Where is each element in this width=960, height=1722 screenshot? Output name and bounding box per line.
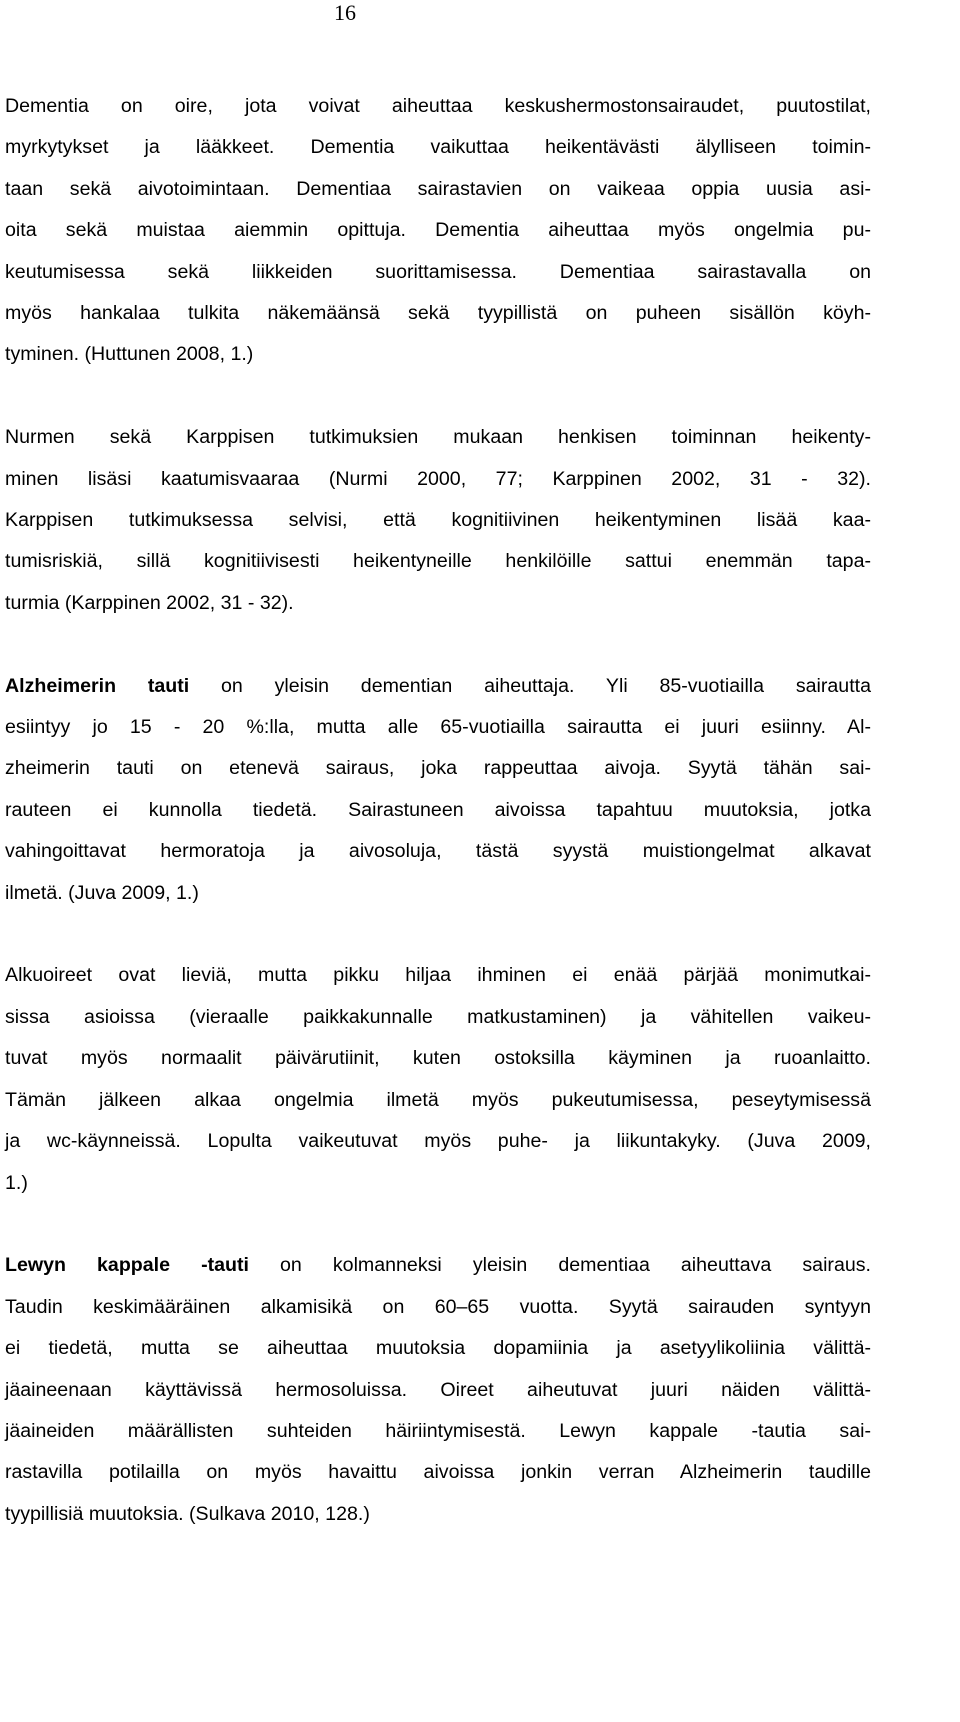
paragraph-dementia-definition: [5, 86, 871, 376]
text-line: Tämän jälkeen alkaa ongelmia ilmetä myös pukeutumisessa, peseytymisessä: [5, 1088, 871, 1111]
text-line: myös hankalaa tulkita näkemäänsä sekä tyypillistä on puheen sisällön köyh-: [5, 302, 871, 325]
text-line: ja wc-käynneissä. Lopulta vaikeutuvat myös puhe- ja liikuntakyky. (Juva 2009,: [5, 1130, 871, 1153]
paragraph-alzheimer: [5, 666, 871, 914]
text-line: tuvat myös normaalit päivärutiinit, kuten ostoksilla käyminen ja ruoanlaitto.: [5, 1047, 871, 1070]
text-line: rastavilla potilailla on myös havaittu aivoissa jonkin verran Alzheimerin taudille: [5, 1461, 871, 1484]
text-line: taan sekä aivotoimintaan. Dementiaa sairastavien on vaikeaa oppia uusia asi-: [5, 177, 871, 200]
text-line: oita sekä muistaa aiemmin opittuja. Dementia aiheuttaa myös ongelmia pu-: [5, 219, 871, 242]
text-line: [5, 666, 871, 707]
text-line: jäaineenaan käyttävissä hermosoluissa. Oireet aiheutuvat juuri näiden välittä-: [5, 1378, 871, 1401]
text-line: jäaineiden määrällisten suhteiden häiriintymisestä. Lewyn kappale -tautia sai-: [5, 1419, 871, 1442]
paragraph-fall-risk: [5, 417, 871, 624]
text-line: tyminen. (Huttunen 2008, 1.): [5, 343, 254, 366]
text-line: rauteen ei kunnolla tiedetä. Sairastuneen aivoissa tapahtuu muutoksia, jotka: [5, 798, 871, 821]
term-lewy-body: Lewyn kappale -tauti: [5, 1254, 249, 1277]
text-line: myrkytykset ja lääkkeet. Dementia vaikuttaa heikentävästi älylliseen toimin-: [5, 136, 871, 159]
term-alzheimer: Alzheimerin tauti: [5, 674, 190, 697]
text-line: ilmetä. (Juva 2009, 1.): [5, 881, 199, 904]
text-line: ei tiedetä, mutta se aiheuttaa muutoksia dopamiinia ja asetyylikoliinia välittä-: [5, 1337, 871, 1360]
text-line: tyypillisiä muutoksia. (Sulkava 2010, 128.): [5, 1502, 370, 1525]
paragraph-early-symptoms: [5, 955, 871, 1203]
paragraph-lewy-body: [5, 1245, 871, 1535]
text-line: Karppisen tutkimuksessa selvisi, että kognitiivinen heikentyminen lisää kaa-: [5, 509, 871, 532]
text-line: zheimerin tauti on etenevä sairaus, joka rappeuttaa aivoja. Syytä tähän sai-: [5, 757, 871, 780]
text-line: minen lisäsi kaatumisvaaraa (Nurmi 2000, 77; Karppinen 2002, 31 - 32).: [5, 467, 871, 490]
text-line: Dementia on oire, jota voivat aiheuttaa keskushermostonsairaudet, puutostilat,: [5, 95, 871, 117]
text-line: vahingoittavat hermoratoja ja aivosoluja, tästä syystä muistiongelmat alkavat: [5, 840, 871, 863]
document-body: [5, 86, 871, 1535]
text-line: keutumisessa sekä liikkeiden suorittamisessa. Dementiaa sairastavalla on: [5, 260, 871, 283]
text-line: 1.): [5, 1171, 28, 1194]
page-number: 16: [334, 0, 356, 25]
text-line-rest: on kolmanneksi yleisin dementiaa aiheuttava sairaus.: [248, 1254, 871, 1277]
text-line: [5, 1245, 871, 1286]
text-line: esiintyy jo 15 - 20 %:lla, mutta alle 65-vuotiailla sairautta ei juuri esiinny. Al-: [5, 716, 871, 739]
text-line: Nurmen sekä Karppisen tutkimuksien mukaan henkisen toiminnan heikenty-: [5, 426, 871, 449]
text-line: tumisriskiä, sillä kognitiivisesti heikentyneille henkilöille sattui enemmän tapa-: [5, 550, 871, 573]
text-line: Alkuoireet ovat lieviä, mutta pikku hiljaa ihminen ei enää pärjää monimutkai-: [5, 964, 871, 987]
text-line: Taudin keskimääräinen alkamisikä on 60–65 vuotta. Syytä sairauden syntyyn: [5, 1295, 871, 1318]
text-line: turmia (Karppinen 2002, 31 - 32).: [5, 591, 294, 614]
text-line: sissa asioissa (vieraalle paikkakunnalle matkustaminen) ja vähitellen vaikeu-: [5, 1005, 871, 1028]
text-line-rest: on yleisin dementian aiheuttaja. Yli 85-vuotiailla sairautta: [189, 674, 871, 697]
